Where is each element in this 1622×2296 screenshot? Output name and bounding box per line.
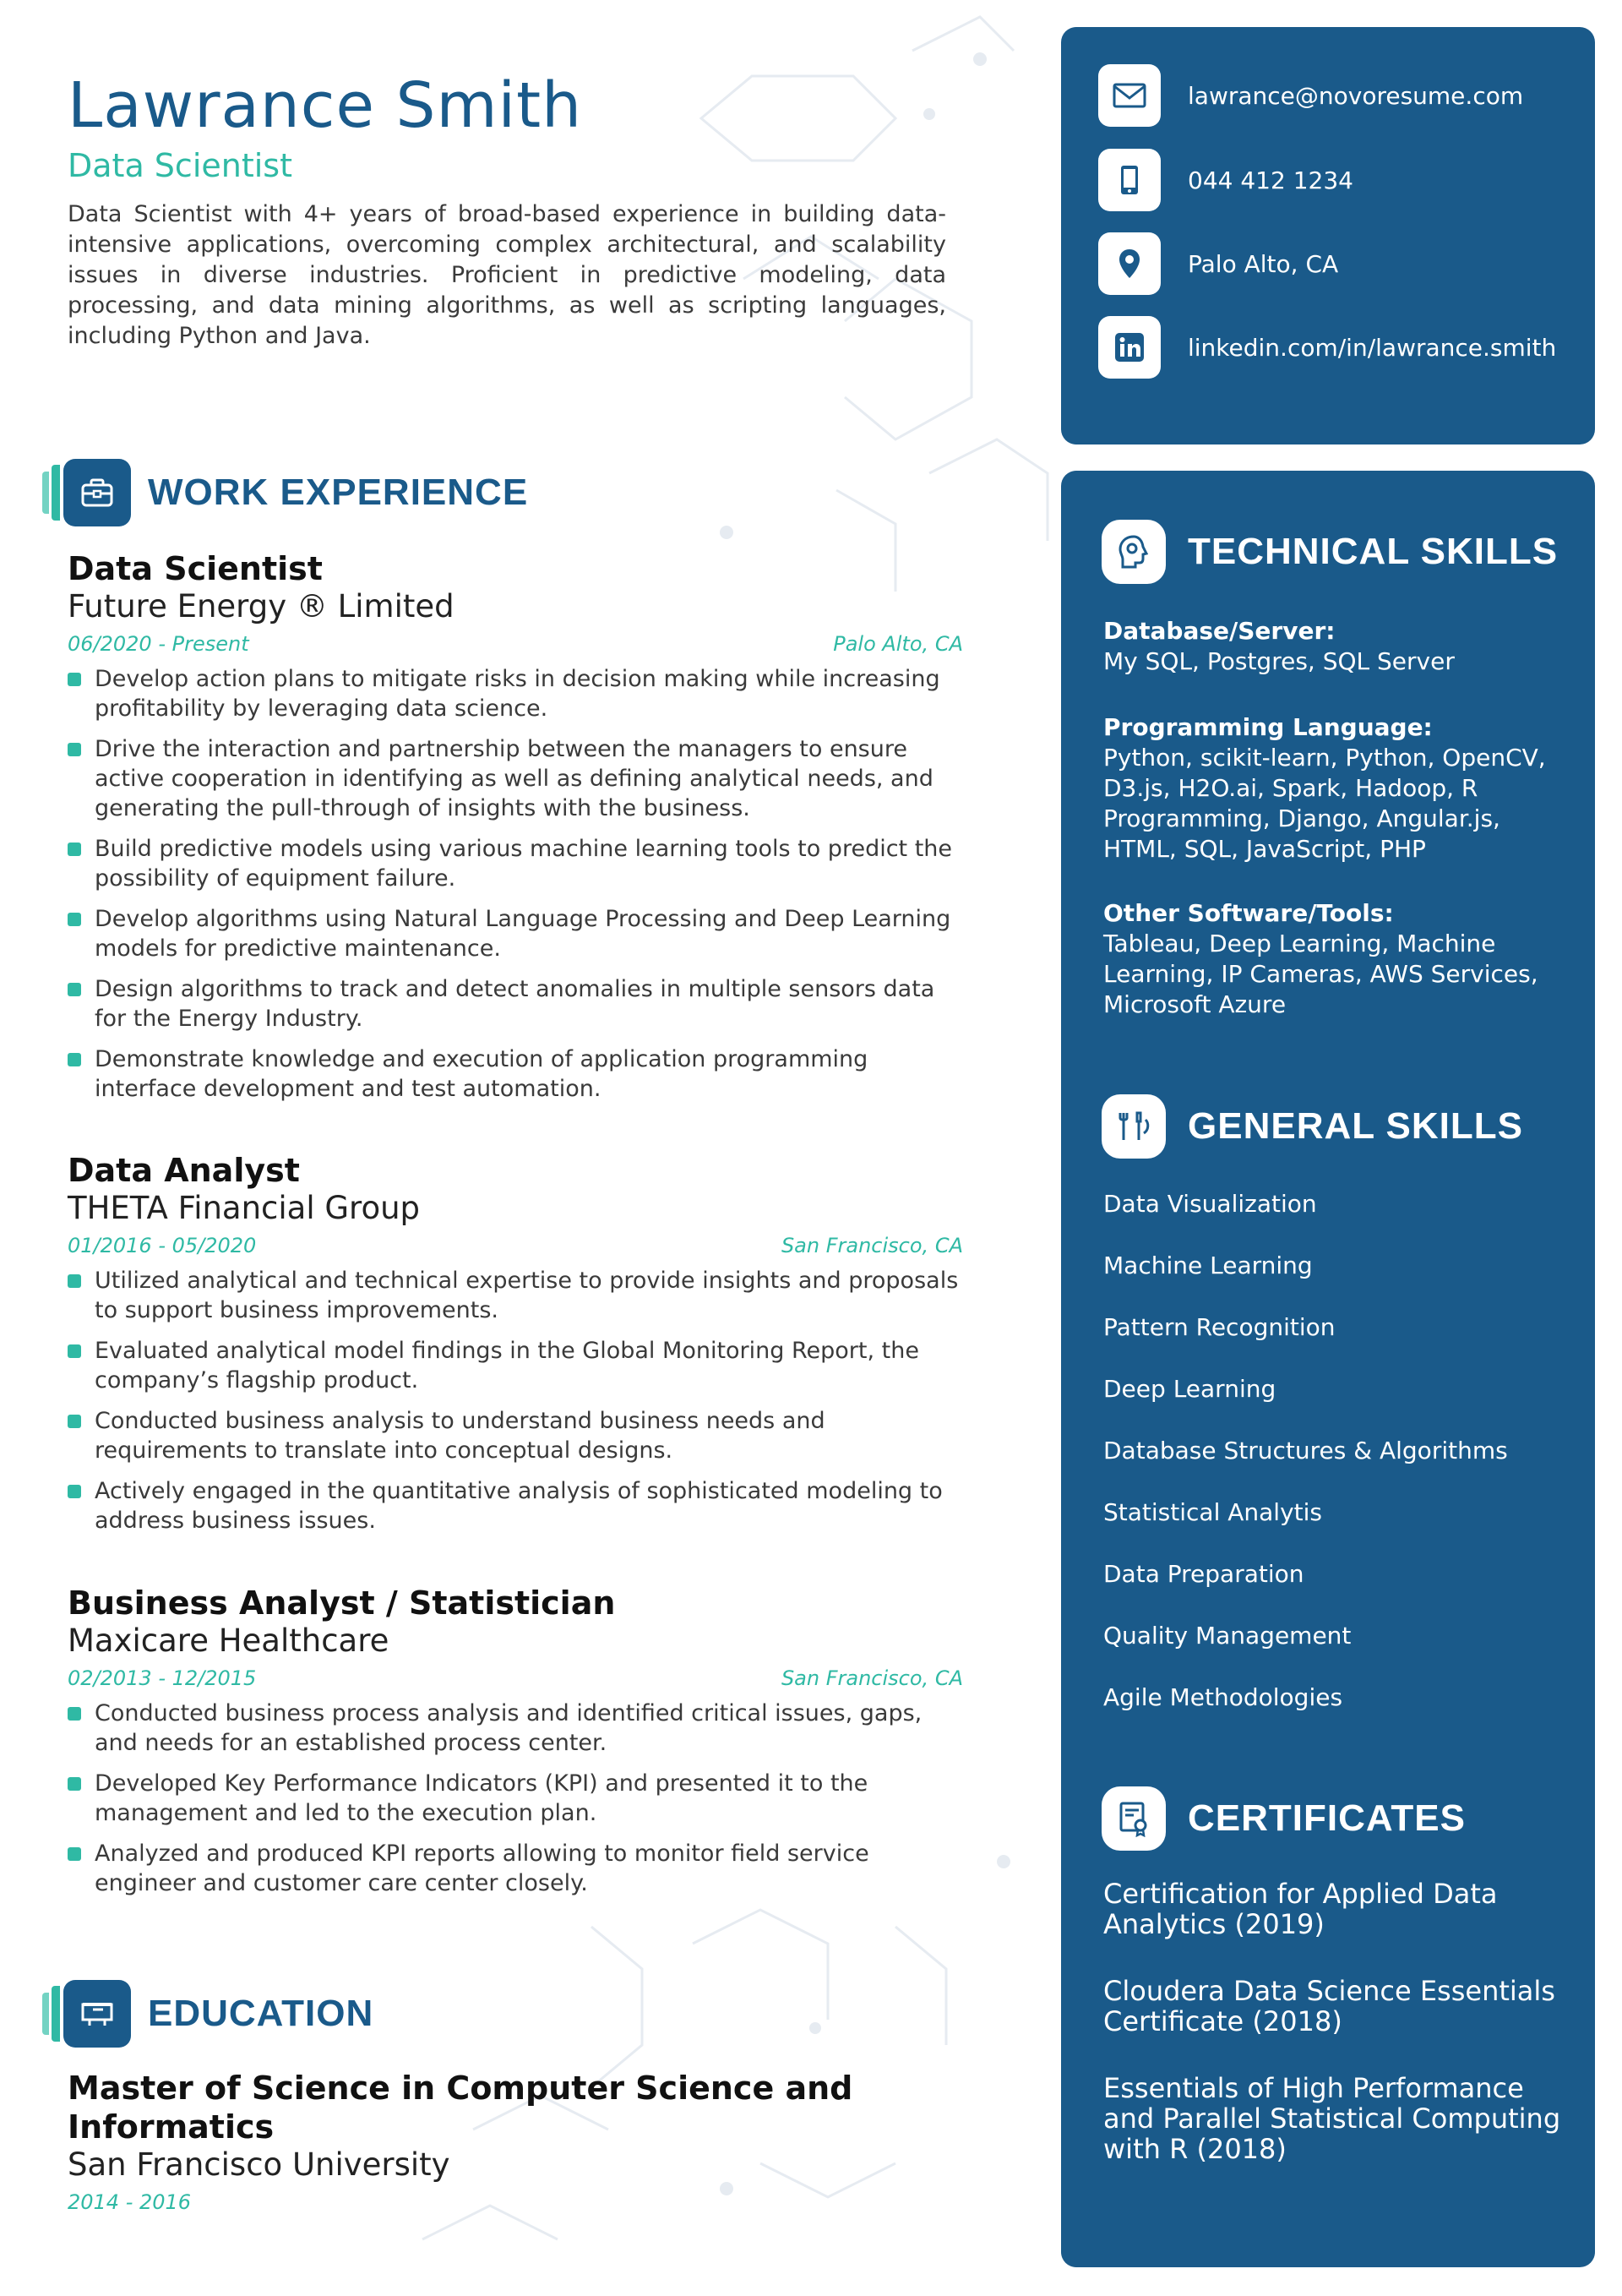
list-item: Build predictive models using various machine learning tools to predict the possibility of equipment failure. <box>68 834 963 893</box>
job-company: Maxicare Healthcare <box>68 1622 389 1659</box>
job-location: San Francisco, CA <box>781 1234 963 1257</box>
section-title: GENERAL SKILLS <box>1188 1105 1524 1147</box>
section-accent-bars <box>42 1986 60 2042</box>
list-item: Deep Learning <box>1103 1375 1276 1403</box>
list-item: Conducted business process analysis and identified critical issues, gaps, and needs for an established process center. <box>68 1699 963 1758</box>
job-entry <box>68 1151 963 1546</box>
tech-group <box>1103 712 1576 864</box>
certificate-icon <box>1102 1786 1166 1851</box>
degree: Master of Science in Computer Science and Informatics <box>68 2070 853 2146</box>
list-item: Database Structures & Algorithms <box>1103 1437 1508 1464</box>
technical-skills-heading <box>1102 520 1558 584</box>
job-entry <box>68 1584 963 1909</box>
tech-group-label: Database/Server: <box>1103 617 1336 645</box>
tech-group <box>1103 898 1576 1020</box>
list-item: Conducted business analysis to understand business needs and requirements to translate into conceptual designs. <box>68 1406 963 1465</box>
contact-panel <box>1061 27 1595 444</box>
job-meta <box>68 632 963 661</box>
general-skills-heading <box>1102 1094 1523 1159</box>
section-title: CERTIFICATES <box>1188 1797 1466 1839</box>
tech-group-label: Other Software/Tools: <box>1103 899 1394 927</box>
location-pin-icon <box>1098 232 1161 295</box>
certificate-item: Certification for Applied Data Analytics (2019) <box>1103 1878 1498 1940</box>
list-item: Quality Management <box>1103 1622 1352 1650</box>
list-item: Developed Key Performance Indicators (KPI) and presented it to the management and led to the execution plan. <box>68 1769 963 1828</box>
education-entry <box>68 2069 963 2214</box>
email-text[interactable]: lawrance@novoresume.com <box>1188 81 1524 110</box>
list-item: Drive the interaction and partnership between the managers to ensure active cooperation in identifying as well as defining analytical needs, and generating the pull-through of insights with the business. <box>68 734 963 823</box>
list-item: Develop algorithms using Natural Language Processing and Deep Learning models for predictive maintenance. <box>68 904 963 963</box>
list-item: Data Visualization <box>1103 1190 1317 1218</box>
candidate-role: Data Scientist <box>68 147 292 184</box>
section-accent-bars <box>42 465 60 521</box>
tech-group-items: Tableau, Deep Learning, Machine Learning, IP Cameras, AWS Services, Microsoft Azure <box>1103 930 1538 1018</box>
envelope-icon <box>1098 64 1161 127</box>
list-item: Actively engaged in the quantitative analysis of sophisticated modeling to address business issues. <box>68 1476 963 1535</box>
tech-group <box>1103 616 1576 677</box>
list-item: Data Preparation <box>1103 1560 1304 1588</box>
briefcase-icon <box>63 459 131 526</box>
list-item: Develop action plans to mitigate risks in decision making while increasing profitability by leveraging data science. <box>68 664 963 723</box>
job-company: THETA Financial Group <box>68 1190 421 1226</box>
education-heading <box>42 1980 373 2048</box>
job-location: San Francisco, CA <box>781 1666 963 1690</box>
section-title: TECHNICAL SKILLS <box>1188 531 1559 572</box>
skills-panel <box>1061 471 1595 2267</box>
contact-phone[interactable] <box>1098 149 1353 211</box>
job-meta <box>68 1234 963 1263</box>
certificate-item: Cloudera Data Science Essentials Certificate (2018) <box>1103 1975 1555 2037</box>
list-item: Evaluated analytical model findings in the Global Monitoring Report, the company’s flagship product. <box>68 1336 963 1395</box>
list-item: Utilized analytical and technical expertise to provide insights and proposals to support business improvements. <box>68 1266 963 1325</box>
profile-summary: Data Scientist with 4+ years of broad-based experience in building data-intensive applications, overcoming complex architectural, and scalability issues in diverse industries. Proficient in predictive modeling, data processing, and data mining algorithms, as well as scripting languages, including Python and Java. <box>68 201 946 349</box>
graduation-icon <box>63 1980 131 2048</box>
certificates-heading <box>1102 1786 1466 1851</box>
list-item: Pattern Recognition <box>1103 1313 1336 1341</box>
section-title: EDUCATION <box>148 1993 374 2034</box>
contact-linkedin[interactable] <box>1098 316 1556 379</box>
list-item: Demonstrate knowledge and execution of application programming interface development and test automation. <box>68 1044 963 1104</box>
list-item: Analyzed and produced KPI reports allowing to monitor field service engineer and customer care center closely. <box>68 1839 963 1898</box>
job-entry <box>68 549 963 1115</box>
list-item: Design algorithms to track and detect anomalies in multiple sensors data for the Energy Industry. <box>68 974 963 1033</box>
linkedin-icon <box>1098 316 1161 379</box>
tech-group-items: Python, scikit-learn, Python, OpenCV, D3.js, H2O.ai, Spark, Hadoop, R Programming, Django, Angular.js, HTML, SQL, JavaScript, PHP <box>1103 744 1546 863</box>
tech-group-label: Programming Language: <box>1103 713 1433 741</box>
education-dates: 2014 - 2016 <box>68 2190 192 2214</box>
job-title: Data Scientist <box>68 550 323 587</box>
list-item: Machine Learning <box>1103 1252 1313 1279</box>
tech-group-items: My SQL, Postgres, SQL Server <box>1103 647 1455 675</box>
certificate-item: Essentials of High Performance and Parallel Statistical Computing with R (2018) <box>1103 2072 1561 2165</box>
job-meta <box>68 1666 963 1695</box>
job-title: Business Analyst / Statistician <box>68 1584 616 1622</box>
contact-email[interactable] <box>1098 64 1523 127</box>
location-text: Palo Alto, CA <box>1188 249 1339 278</box>
work-experience-heading <box>42 459 528 526</box>
job-bullets <box>68 1699 963 1898</box>
job-company: Future Energy ® Limited <box>68 588 454 624</box>
contact-location <box>1098 232 1338 295</box>
job-bullets <box>68 664 963 1104</box>
list-item: Statistical Analytis <box>1103 1498 1322 1526</box>
phone-text[interactable]: 044 412 1234 <box>1188 166 1353 194</box>
school: San Francisco University <box>68 2146 450 2183</box>
linkedin-text[interactable]: linkedin.com/in/lawrance.smith <box>1188 333 1557 362</box>
job-dates: 01/2016 - 05/2020 <box>68 1234 257 1257</box>
job-dates: 06/2020 - Present <box>68 632 249 656</box>
job-title: Data Analyst <box>68 1152 300 1189</box>
job-location: Palo Alto, CA <box>833 632 963 656</box>
list-item: Agile Methodologies <box>1103 1683 1343 1711</box>
section-title: WORK EXPERIENCE <box>148 472 529 513</box>
brain-gear-icon <box>1102 520 1166 584</box>
phone-icon <box>1098 149 1161 211</box>
job-dates: 02/2013 - 12/2015 <box>68 1666 257 1690</box>
tools-icon <box>1102 1094 1166 1159</box>
candidate-name: Lawrance Smith <box>68 69 583 142</box>
job-bullets <box>68 1266 963 1535</box>
